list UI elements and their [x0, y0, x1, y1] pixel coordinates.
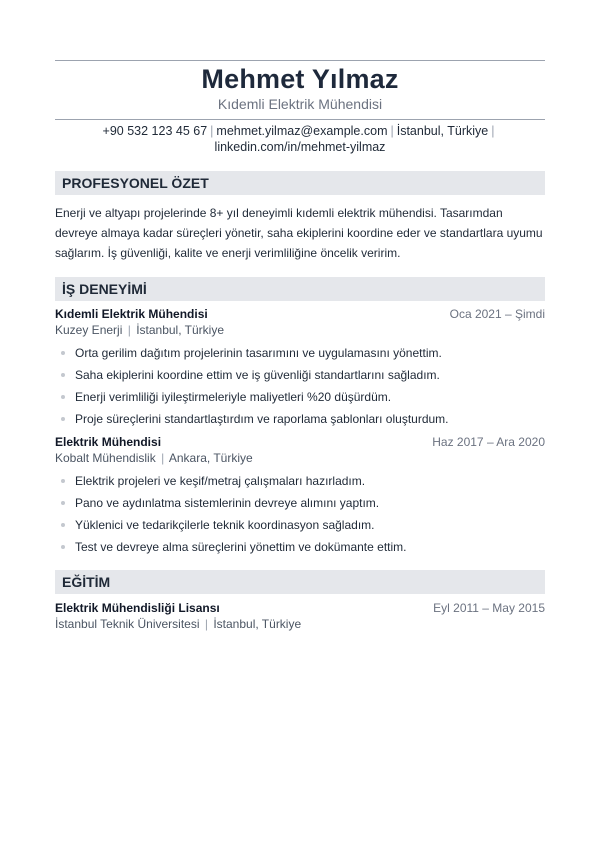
list-item: Enerji verimliliği iyileştirmeleriyle maliyetleri %20 düşürdüm. [55, 386, 545, 408]
school-name: İstanbul Teknik Üniversitesi [55, 617, 200, 631]
school-separator: | [204, 617, 208, 631]
list-item: Orta gerilim dağıtım projelerinin tasarımını ve uygulamasını yönettim. [55, 342, 545, 364]
company-separator: | [161, 451, 165, 465]
school-line [55, 616, 545, 632]
list-item: Proje süreçlerini standartlaştırdım ve raporlama şablonları oluşturdum. [55, 408, 545, 430]
section-heading-experience: İŞ DENEYİMİ [55, 277, 545, 301]
contact-separator: | [491, 124, 495, 138]
school-location: İstanbul, Türkiye [213, 617, 302, 631]
header-top-divider [55, 60, 545, 61]
contact-separator: | [210, 124, 214, 138]
section-heading-education: EĞİTİM [55, 570, 545, 594]
job-title: Elektrik Mühendisi [55, 435, 162, 449]
contact-location: İstanbul, Türkiye [396, 124, 489, 138]
summary-text: Enerji ve altyapı projelerinde 8+ yıl deneyimli kıdemli elektrik mühendisi. Tasarımdan devreye almaya kadar süreçleri yönetir, saha ekiplerini koordine eder ve standartlara uyumu sağlarım. İş güvenliği, kalite ve enerji verimliliğine öncelik veririm. [55, 206, 543, 260]
contact-separator: | [390, 124, 394, 138]
job-location: İstanbul, Türkiye [136, 323, 225, 337]
header-bottom-divider [55, 119, 545, 120]
list-item: Test ve devreye alma süreçlerini yönettim ve dokümante ettim. [55, 536, 545, 558]
list-item: Yüklenici ve tedarikçilerle teknik koordinasyon sağladım. [55, 514, 545, 536]
job-company: Kobalt Mühendislik [55, 451, 156, 465]
candidate-name: Mehmet Yılmaz [201, 64, 399, 94]
job-bullets [55, 342, 545, 430]
education-date: Eyl 2011 – May 2015 [433, 601, 545, 615]
candidate-role: Kıdemli Elektrik Mühendisi [217, 96, 383, 112]
contact-email[interactable]: mehmet.yilmaz@example.com [216, 124, 388, 138]
list-item: Pano ve aydınlatma sistemlerinin devreye alımını yaptım. [55, 492, 545, 514]
job-company-line [55, 450, 545, 466]
list-item: Saha ekiplerini koordine ettim ve iş güvenliği standartlarını sağladım. [55, 364, 545, 386]
list-item: Elektrik projeleri ve keşif/metraj çalışmaları hazırladım. [55, 470, 545, 492]
section-heading-summary: PROFESYONEL ÖZET [55, 171, 545, 195]
experience-entry [55, 434, 545, 558]
job-date: Oca 2021 – Şimdi [449, 307, 545, 321]
job-company: Kuzey Enerji [55, 323, 123, 337]
experience-entry [55, 306, 545, 430]
contact-linkedin[interactable]: linkedin.com/in/mehmet-yilmaz [214, 140, 386, 154]
education-entry [55, 600, 545, 632]
contact-phone: +90 532 123 45 67 [102, 124, 208, 138]
job-title: Kıdemli Elektrik Mühendisi [55, 307, 208, 321]
degree-title: Elektrik Mühendisliği Lisansı [55, 601, 220, 615]
job-date: Haz 2017 – Ara 2020 [432, 435, 545, 449]
contact-line [90, 123, 510, 155]
job-location: Ankara, Türkiye [168, 451, 253, 465]
job-bullets [55, 470, 545, 558]
company-separator: | [127, 323, 131, 337]
job-company-line [55, 322, 545, 338]
